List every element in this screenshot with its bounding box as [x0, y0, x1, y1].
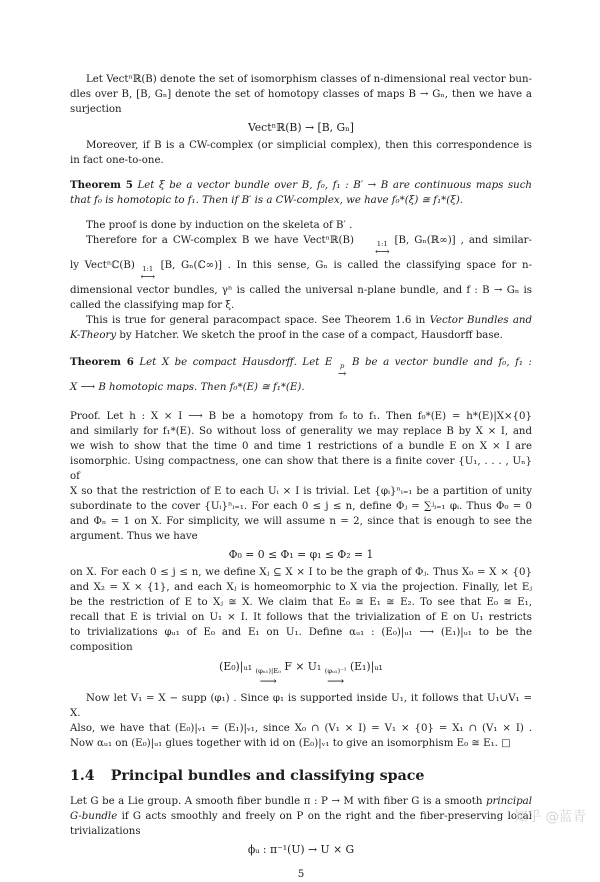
- section-heading: [70, 767, 532, 785]
- trivialization-arrow: [255, 668, 280, 687]
- equation-lhs: (E₀)|ᵤ₁: [219, 660, 253, 673]
- paragraph-line: composition: [70, 642, 133, 653]
- arrow-label: (φᵤ₁)|E₀: [255, 667, 281, 675]
- paragraph-line: [70, 794, 532, 809]
- paragraph-line: Moreover, if B is a CW-complex (or simplicial complex), then this correspondence is: [86, 140, 532, 151]
- paragraph-line: Let Vectⁿℝ(B) denote the set of isomorphism classes of n-dimensional real vector bun-: [86, 74, 532, 85]
- paragraph-line: and X₂ = X × {1}, and each Xⱼ is homeomorphic to X via the projection. Finally, let Eⱼ: [70, 582, 532, 593]
- text-segment: [B, Gₙ(ℝ∞)] , and similar-: [394, 235, 532, 246]
- text-segment: This is true for general paracompact space. See Theorem 1.6 in: [86, 315, 430, 326]
- paragraph-line: [70, 328, 532, 343]
- paragraph-line: [70, 809, 532, 824]
- right-arrow-icon: →: [337, 368, 347, 380]
- watermark: 知乎 @蓝青: [514, 809, 586, 825]
- paragraph-line: in fact one-to-one.: [70, 155, 164, 166]
- proof-paragraph: [70, 409, 532, 544]
- proof-line: and Φₙ = 1 on X. For simplicity, we will assume n = 2, since that is enough to see the: [70, 516, 532, 527]
- paragraph-line: surjection: [70, 104, 122, 115]
- paragraph-line: The proof is done by induction on the skeleta of B′ .: [86, 220, 353, 231]
- paragraph-line: [70, 258, 532, 283]
- text-segment: Therefore for a CW-complex B we have Vectⁿℝ(B): [86, 235, 354, 246]
- bijection-arrow: [359, 241, 390, 258]
- proof-line: argument. Thus we have: [70, 531, 198, 542]
- theorem6-text: B be a vector bundle and f₀, f₁ :: [351, 357, 532, 368]
- text-segment: [B, Gₙ(ℂ∞)] . In this sense, Gₙ is called the classifying space for n-: [160, 260, 533, 271]
- display-equation-composition: [70, 659, 532, 687]
- theorem5-text: Let ξ be a vector bundle over B, f₀, f₁ : B′ → B are continuous maps such: [132, 180, 532, 191]
- proof-line: we wish to show that the time 0 and time 1 restrictions of a bundle E on X × I are: [70, 441, 532, 452]
- paragraph-line: trivializations: [70, 825, 141, 837]
- paragraph-classifying-space: [70, 233, 532, 313]
- theorem-6: [70, 355, 532, 395]
- paragraph-line: dles over B, [B, Gₙ] denote the set of homotopy classes of maps B → Gₙ, then we have a: [70, 89, 532, 100]
- bijection-arrow: [140, 266, 155, 283]
- emphasized-term: G-bundle: [70, 810, 118, 822]
- text-segment: Let G be a Lie group. A smooth fiber bundle π : P → M with fiber G is a smooth: [70, 795, 486, 807]
- equation-mid: F × U₁: [284, 660, 322, 673]
- display-equation-surjection: Vectⁿℝ(B) → [B, Gₙ]: [247, 121, 354, 134]
- paragraph-line: to trivializations φᵤ₁ of E₀ and E₁ on U₁. Define αᵤ₁ : (E₀)|ᵤ₁ ⟶ (E₁)|ᵤ₁ to be the: [70, 627, 532, 638]
- proof-line: isomorphic. Using compactness, one can show that there is a finite cover {U₁, . . . , Uₙ} of: [70, 456, 532, 482]
- theorem-line: [70, 178, 532, 193]
- equation-rhs: (E₁)|ᵤ₁: [349, 660, 383, 673]
- theorem-line: X ⟶ B homotopic maps. Then f₀*(E) ≅ f₁*(E).: [70, 382, 305, 393]
- theorem-line: [70, 355, 532, 380]
- arrow-label: 1:1: [376, 240, 388, 248]
- text-segment: if G acts smoothly and freely on P on the right and the fiber-preserving local: [117, 810, 532, 822]
- text-segment: ly Vectⁿℂ(B): [70, 260, 135, 271]
- paragraph-line: Now let V₁ = X − supp (φ₁) . Since φ₁ is supported inside U₁, it follows that U₁∪V₁ = X.: [70, 692, 532, 719]
- theorem6-label: Theorem 6: [70, 356, 134, 368]
- paragraph-line: [70, 313, 532, 328]
- paragraph-line: called the classifying map for ξ.: [70, 300, 235, 311]
- display-equation-partition: Φ₀ = 0 ≤ Φ₁ = φ₁ ≤ Φ₂ = 1: [228, 548, 374, 561]
- proof-line: X so that the restriction of E to each Uᵢ × I is trivial. Let {φᵢ}ⁿᵢ₌₁ be a partition of unity: [70, 486, 532, 497]
- bundle-projection-arrow: [338, 363, 347, 380]
- arrow-label: (φᵤ₁)⁻¹: [324, 667, 347, 675]
- paragraph-line: [70, 233, 532, 258]
- arrow-label: p: [339, 362, 345, 370]
- left-right-arrow-icon: ⟷: [140, 271, 156, 283]
- arrow-label: 1:1: [142, 265, 154, 273]
- proof-line: and similarly for f₁*(E). So without loss of generality we may replace B by X × I, and: [70, 426, 532, 437]
- section-number: 1.4: [70, 767, 95, 784]
- paragraph-principal-bundle: [70, 794, 532, 839]
- text-column: [70, 72, 532, 882]
- long-right-arrow-icon: ⟶: [259, 673, 277, 688]
- paragraph-line: dimensional vector bundles, γⁿ is called the universal n-plane bundle, and f : B → Gₙ is: [70, 285, 532, 296]
- text-segment: by Hatcher. We sketch the proof in the case of a compact, Hausdorff base.: [116, 330, 503, 341]
- paragraph-line: recall that E is trivial on U₁ × I. It follows that the trivialization of E on U₁ restricts: [70, 612, 532, 623]
- theorem-5: [70, 178, 532, 208]
- paragraph-gluing: [70, 691, 532, 751]
- paragraph-line: on X. For each 0 ≤ j ≤ n, we define Xⱼ ⊆ X × I to be the graph of Φⱼ. Thus X₀ = X × {0}: [70, 567, 532, 578]
- book-title: Vector Bundles and: [429, 315, 533, 326]
- left-right-arrow-icon: ⟷: [374, 246, 390, 258]
- section-title: Principal bundles and classifying space: [110, 767, 425, 784]
- proof-line: subordinate to the cover {Uᵢ}ⁿᵢ₌₁. For each 0 ≤ j ≤ n, define Φⱼ = ∑ʲᵢ₌₁ φᵢ. Thus Φ₀ = 0: [70, 501, 532, 512]
- theorem6-text: Let X be compact Hausdorff. Let E: [133, 357, 333, 368]
- page-number: 5: [297, 868, 305, 880]
- display-equation-local-trivialization: ϕᵤ : π⁻¹(U) → U × G: [247, 842, 355, 856]
- theorem-line: that f₀ is homotopic to f₁. Then if B′ is a CW-complex, we have f₀*(ξ) ≅ f₁*(ξ).: [70, 195, 464, 206]
- paragraph-line: be the restriction of E to Xⱼ ≅ X. We claim that E₀ ≅ E₁ ≅ E₂. To see that E₀ ≅ E₁,: [70, 597, 532, 608]
- paragraph-line: Now αᵤ₁ on (E₀)|ᵤ₁ glues together with id on (E₀)|ᵥ₁ to give an isomorphism E₀ ≅ E₁. □: [70, 737, 511, 749]
- paragraph-line: Also, we have that (E₀)|ᵥ₁ = (E₁)|ᵥ₁, since X₀ ∩ (V₁ × I) = V₁ × {0} = X₁ ∩ (V₁ × I) .: [70, 722, 532, 734]
- inverse-trivialization-arrow: [325, 668, 347, 687]
- long-right-arrow-icon: ⟶: [326, 673, 345, 688]
- proof-line: Proof. Let h : X × I ⟶ B be a homotopy from f₀ to f₁. Then f₀*(E) = h*(E)|X×{0}: [70, 411, 532, 422]
- paragraph-hatcher-reference: [70, 313, 532, 343]
- emphasized-term: principal: [485, 795, 532, 807]
- paragraph-graph-restriction: [70, 565, 532, 655]
- book-title: K-Theory: [70, 330, 117, 341]
- theorem5-label: Theorem 5: [70, 179, 133, 191]
